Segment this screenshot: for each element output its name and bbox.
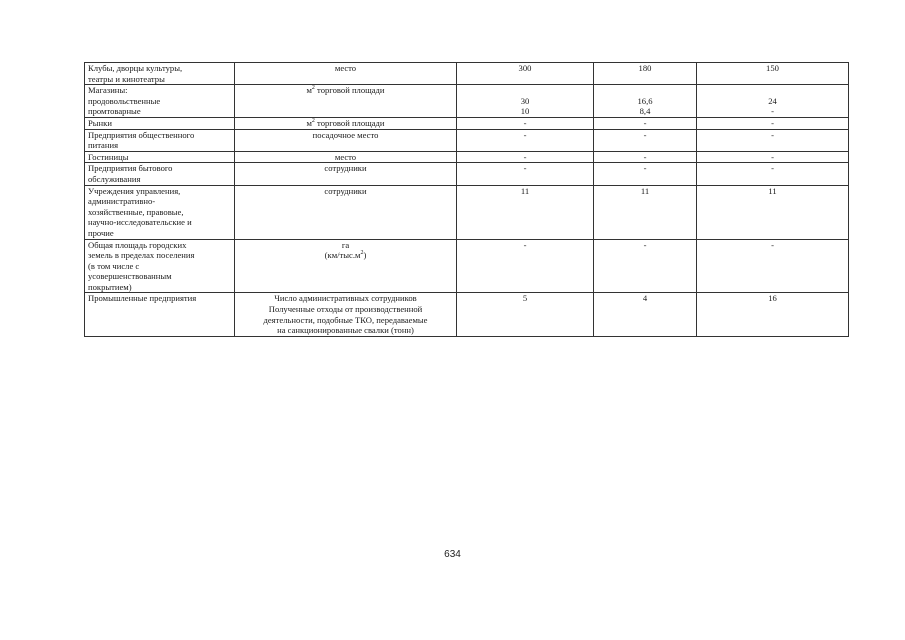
value-line: - — [643, 129, 647, 140]
facility-name-line: административно- — [88, 196, 156, 207]
value-line: 11 — [520, 185, 530, 196]
unit-text: м — [306, 117, 312, 128]
value-cell — [594, 151, 697, 163]
value-line: 150 — [766, 63, 779, 73]
unit-text: посадочное место — [312, 129, 379, 140]
unit-text: Число административных сотрудников — [274, 293, 417, 304]
value-cell — [697, 185, 849, 239]
unit-text: сотрудники — [324, 185, 367, 196]
facility-name-line: обслуживания — [88, 173, 141, 184]
facility-name-line: хозяйственные, правовые, — [88, 206, 184, 217]
facility-name-line: земель в пределах поселения — [88, 250, 195, 261]
value-line: 8,4 — [639, 106, 651, 117]
unit-line — [238, 163, 453, 174]
value-cell — [594, 129, 697, 151]
value-cell — [594, 185, 697, 239]
unit-superscript: 2 — [360, 250, 364, 257]
value-line: 11 — [640, 185, 650, 196]
table-row — [85, 129, 849, 151]
norms-table — [84, 62, 849, 337]
unit-text: деятельности, подобные ТКО, передаваемые — [263, 314, 428, 325]
page-number: 634 — [444, 549, 461, 560]
table-row — [85, 185, 849, 239]
facility-name-line: театры и кинотеатры — [88, 73, 165, 84]
unit-cell — [235, 163, 457, 185]
facility-name-line: (в том числе с — [88, 260, 140, 271]
value-line: - — [771, 117, 774, 128]
facility-name-cell — [85, 129, 235, 151]
unit-cell — [235, 63, 457, 85]
value-line: - — [523, 163, 527, 174]
value-line: - — [771, 129, 774, 140]
value-line: 300 — [518, 63, 532, 73]
unit-cell — [235, 293, 457, 336]
value-cell — [594, 163, 697, 185]
table-row — [85, 151, 849, 163]
facility-name-line: промтоварные — [88, 106, 141, 117]
value-line: - — [643, 239, 647, 250]
table-row — [85, 85, 849, 118]
facility-name-line: усовершенствованным — [88, 271, 172, 282]
table-row — [85, 239, 849, 293]
value-line — [700, 85, 845, 96]
unit-text: сотрудники — [324, 163, 367, 174]
value-line: - — [643, 151, 647, 162]
table-row — [85, 63, 849, 85]
table-row — [85, 293, 849, 336]
unit-line — [238, 315, 453, 326]
facility-name-cell — [85, 293, 235, 336]
unit-text: га — [341, 239, 350, 250]
facility-name-cell — [85, 117, 235, 129]
value-line: - — [771, 239, 774, 250]
facility-name-cell — [85, 185, 235, 239]
unit-tail: торговой площади — [314, 117, 385, 128]
unit-tail: торговой площади — [314, 85, 385, 96]
value-line: - — [523, 129, 527, 140]
value-cell — [697, 85, 849, 118]
facility-name-cell — [85, 151, 235, 163]
value-line: 16,6 — [637, 95, 653, 106]
value-cell — [594, 117, 697, 129]
value-line: - — [523, 151, 527, 162]
value-cell — [594, 293, 697, 336]
value-cell — [697, 163, 849, 185]
value-cell — [594, 85, 697, 118]
value-line: 4 — [642, 293, 648, 304]
facility-name-line: Магазины: — [88, 85, 128, 96]
unit-line — [238, 325, 453, 336]
value-line: - — [523, 117, 527, 128]
facility-name-cell — [85, 239, 235, 293]
facility-name-line: Рынки — [88, 117, 112, 128]
value-cell — [457, 63, 594, 85]
value-line: - — [523, 239, 527, 250]
facility-name-line: питания — [88, 140, 119, 151]
value-line: - — [771, 151, 774, 162]
value-cell — [457, 151, 594, 163]
unit-text: Полученные отходы от производственной — [268, 304, 423, 315]
unit-line — [238, 130, 453, 141]
value-cell — [697, 117, 849, 129]
facility-name-line: Гостиницы — [88, 151, 129, 162]
unit-text: место — [334, 151, 357, 162]
unit-cell — [235, 151, 457, 163]
facility-name-line: Учреждения управления, — [88, 185, 181, 196]
value-cell — [697, 63, 849, 85]
facility-name-line: Предприятия общественного — [88, 129, 195, 140]
unit-line — [238, 293, 453, 304]
value-line — [460, 85, 590, 96]
unit-line — [238, 186, 453, 197]
value-line: 30 — [520, 95, 530, 106]
unit-cell — [235, 117, 457, 129]
facility-name-line: научно-исследовательские и — [88, 217, 192, 228]
value-line: 5 — [522, 293, 528, 304]
facility-name-cell — [85, 85, 235, 118]
value-cell — [697, 239, 849, 293]
value-cell — [697, 151, 849, 163]
value-cell — [457, 185, 594, 239]
value-line: 16 — [768, 293, 777, 304]
value-cell — [457, 163, 594, 185]
value-cell — [594, 239, 697, 293]
norms-table-body — [85, 63, 849, 337]
facility-name-line: покрытием) — [88, 281, 132, 292]
value-cell — [457, 85, 594, 118]
unit-cell — [235, 85, 457, 118]
unit-tail: ) — [363, 250, 367, 261]
value-line: 180 — [638, 63, 652, 73]
unit-superscript: 2 — [311, 118, 315, 125]
value-cell — [594, 63, 697, 85]
unit-line — [238, 304, 453, 315]
value-line: 11 — [768, 185, 777, 196]
value-line: 10 — [520, 106, 530, 117]
unit-cell — [235, 185, 457, 239]
unit-line — [238, 118, 453, 129]
value-cell — [457, 239, 594, 293]
facility-name-line: Клубы, дворцы культуры, — [88, 63, 183, 73]
value-line: - — [771, 163, 774, 174]
unit-line — [238, 152, 453, 163]
unit-cell — [235, 239, 457, 293]
facility-name-line: Предприятия бытового — [88, 163, 173, 174]
facility-name-cell — [85, 163, 235, 185]
value-cell — [457, 117, 594, 129]
table-row — [85, 117, 849, 129]
unit-superscript: 2 — [311, 85, 315, 92]
unit-line — [238, 85, 453, 96]
value-cell — [457, 293, 594, 336]
unit-cell — [235, 129, 457, 151]
facility-name-line: продовольственные — [88, 95, 161, 106]
value-cell — [697, 293, 849, 336]
unit-text: м — [306, 85, 312, 96]
unit-line — [238, 240, 453, 251]
facility-name-cell — [85, 63, 235, 85]
value-line: - — [643, 117, 647, 128]
unit-text: на санкционированные свалки (тонн) — [277, 325, 414, 336]
facility-name-line: Промышленные предприятия — [88, 293, 197, 304]
table-row — [85, 163, 849, 185]
value-line — [597, 85, 693, 96]
value-line: 24 — [768, 95, 777, 106]
value-cell — [457, 129, 594, 151]
unit-text: (км/тыс.м — [324, 250, 361, 261]
unit-text: место — [334, 63, 357, 73]
unit-line — [238, 63, 453, 74]
value-line: - — [771, 106, 774, 117]
unit-line — [238, 250, 453, 261]
value-line: - — [643, 163, 647, 174]
facility-name-line: прочие — [88, 227, 114, 238]
value-cell — [697, 129, 849, 151]
facility-name-line: Общая площадь городских — [88, 239, 187, 250]
